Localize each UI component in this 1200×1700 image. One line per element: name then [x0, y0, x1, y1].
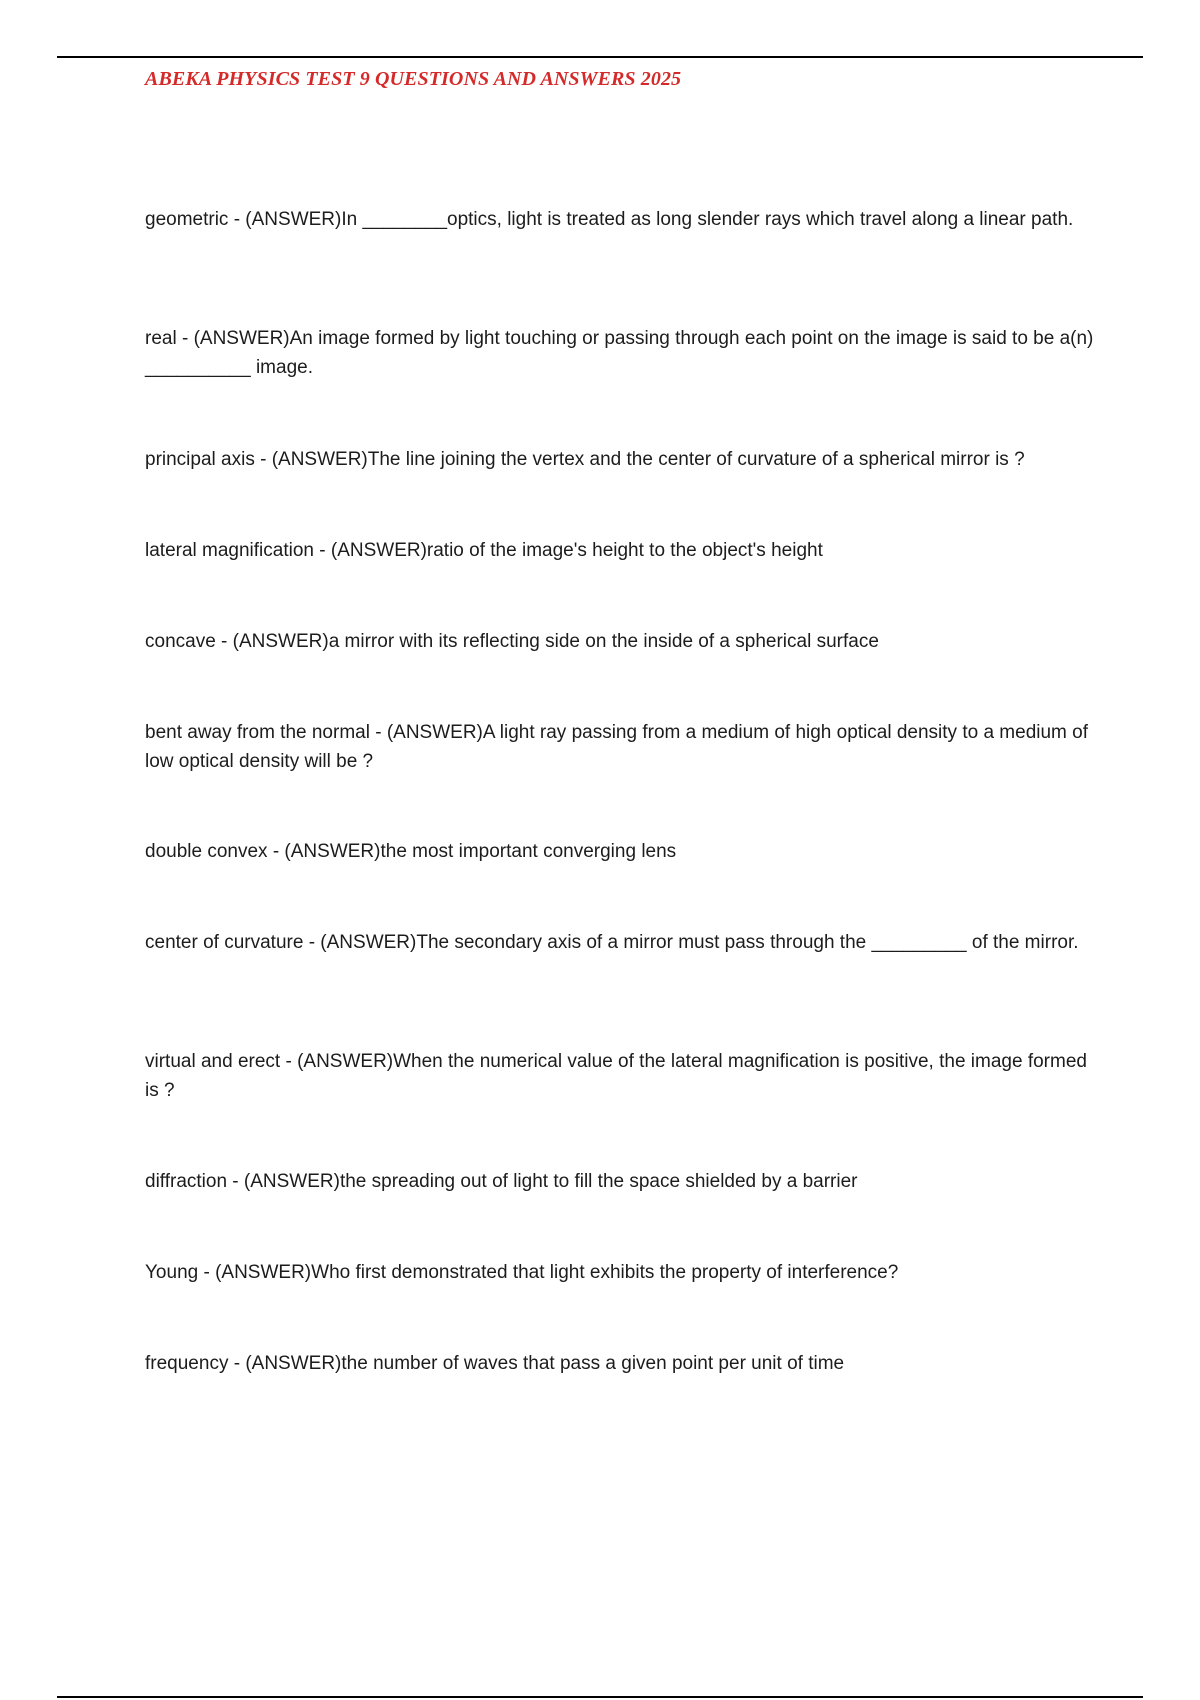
qa-item-double-convex: double convex - (ANSWER)the most important converging lens	[145, 841, 677, 862]
qa-item-concave: concave - (ANSWER)a mirror with its reflecting side on the inside of a spherical surface	[145, 631, 879, 652]
qa-item-geometric: geometric - (ANSWER)In ________optics, light is treated as long slender rays which travel along a linear path.	[145, 209, 1074, 230]
qa-item-young: Young - (ANSWER)Who first demonstrated that light exhibits the property of interference?	[145, 1262, 899, 1283]
qa-item-center-of-curvature: center of curvature - (ANSWER)The secondary axis of a mirror must pass through the _________ of the mirror.	[145, 932, 1079, 953]
qa-item-bent-away: bent away from the normal - (ANSWER)A light ray passing from a medium of high optical density to a medium of low optical density will be ?	[145, 722, 1089, 772]
qa-item-lateral-magnification: lateral magnification - (ANSWER)ratio of the image's height to the object's height	[145, 540, 823, 561]
header-rule	[57, 56, 1143, 58]
qa-item-frequency: frequency - (ANSWER)the number of waves that pass a given point per unit of time	[145, 1353, 845, 1374]
qa-item-real: real - (ANSWER)An image formed by light touching or passing through each point on the image is said to be a(n) __________ image.	[145, 328, 1094, 378]
footer-rule	[57, 1696, 1143, 1698]
qa-item-principal-axis: principal axis - (ANSWER)The line joining the vertex and the center of curvature of a spherical mirror is ?	[145, 449, 1025, 470]
document-title: ABEKA PHYSICS TEST 9 QUESTIONS AND ANSWERS 2025	[145, 68, 682, 90]
qa-item-diffraction: diffraction - (ANSWER)the spreading out of light to fill the space shielded by a barrier	[145, 1171, 858, 1192]
qa-item-virtual-and-erect: virtual and erect - (ANSWER)When the numerical value of the lateral magnification is positive, the image formed is ?	[145, 1051, 1087, 1101]
